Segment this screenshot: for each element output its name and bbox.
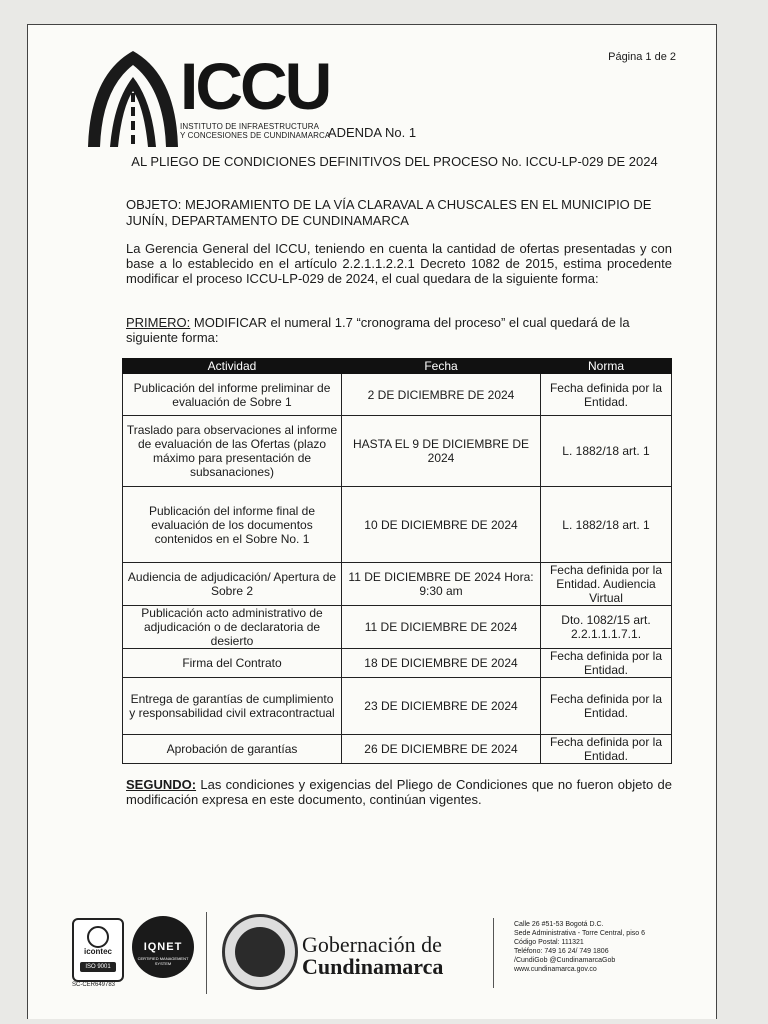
table-header-row (123, 359, 672, 374)
table-row (123, 606, 672, 649)
social-handles[interactable]: /CundiGob @CundinamarcaGob (514, 957, 616, 964)
segundo-section (126, 777, 672, 807)
iso-badge: ISO 9001 (80, 962, 116, 972)
table-cell: Publicación del informe preliminar de evaluación de Sobre 1 (123, 374, 342, 416)
table-row (123, 678, 672, 735)
table-cell: 11 DE DICIEMBRE DE 2024 Hora: 9:30 am (342, 563, 541, 606)
table-cell: 11 DE DICIEMBRE DE 2024 (342, 606, 541, 649)
objeto-text: MEJORAMIENTO DE LA VÍA CLARAVAL A CHUSCALES EN EL MUNICIPIO DE JUNÍN, DEPARTAMENTO DE CUNDINAMARCA (126, 197, 652, 228)
table-cell: Entrega de garantías de cumplimiento y responsabilidad civil extracontractual (123, 678, 342, 735)
table-row (123, 563, 672, 606)
column-header: Fecha (342, 359, 541, 374)
gob-line1: Gobernación de (302, 932, 442, 957)
segundo-text: Las condiciones y exigencias del Pliego de Condiciones que no fueron objeto de modificación expresa en este documento, continúan vigentes. (126, 777, 672, 807)
table-cell: Fecha definida por la Entidad. (541, 374, 672, 416)
table-cell: 2 DE DICIEMBRE DE 2024 (342, 374, 541, 416)
intro-paragraph: La Gerencia General del ICCU, teniendo en cuenta la cantidad de ofertas presentadas y con base a lo establecido en el artículo 2.2.1.1.2.2.1 Decreto 1082 de 2015, estima procedente modificar el proceso ICCU-LP-029 de 2024, el cual quedara de la siguiente forma: (126, 241, 672, 286)
table-cell: 10 DE DICIEMBRE DE 2024 (342, 487, 541, 563)
page-number: Página 1 de 2 (608, 51, 676, 63)
iqnet-label: IQNET (143, 941, 183, 953)
iqnet-sub: CERTIFIED MANAGEMENT SYSTEM (137, 956, 189, 966)
column-header: Actividad (123, 359, 342, 374)
table-row (123, 416, 672, 487)
table-row (123, 735, 672, 764)
page-footer (72, 910, 702, 1000)
gob-line2: Cundinamarca (302, 954, 444, 979)
table-cell: L. 1882/18 art. 1 (541, 416, 672, 487)
table-cell: Fecha definida por la Entidad. (541, 735, 672, 764)
table-cell: L. 1882/18 art. 1 (541, 487, 672, 563)
column-header: Norma (541, 359, 672, 374)
icontec-logo (72, 918, 124, 982)
table-cell: Audiencia de adjudicación/ Apertura de Sobre 2 (123, 563, 342, 606)
table-cell: 23 DE DICIEMBRE DE 2024 (342, 678, 541, 735)
document-subtitle: AL PLIEGO DE CONDICIONES DEFINITIVOS DEL PROCESO No. ICCU-LP-029 DE 2024 (131, 154, 658, 169)
table-cell: Traslado para observaciones al informe de evaluación de las Ofertas (plazo máximo para presentación de subsanaciones) (123, 416, 342, 487)
table-row (123, 374, 672, 416)
table-cell: 26 DE DICIEMBRE DE 2024 (342, 735, 541, 764)
table-cell: Fecha definida por la Entidad. (541, 649, 672, 678)
cundinamarca-seal-icon (222, 914, 298, 990)
document-title: ADENDA No. 1 (327, 125, 417, 140)
table-cell: Publicación acto administrativo de adjudicación o de declaratoria de desierto (123, 606, 342, 649)
certificate-code: SC-CER649783 (72, 982, 116, 988)
footer-divider (493, 918, 494, 988)
table-cell: Fecha definida por la Entidad. Audiencia Virtual (541, 563, 672, 606)
gobernacion-logo (302, 934, 443, 978)
segundo-label: SEGUNDO: (126, 777, 197, 792)
objeto-label: OBJETO: (126, 197, 182, 212)
table-cell: Firma del Contrato (123, 649, 342, 678)
footer-divider (206, 912, 207, 994)
table-cell: 18 DE DICIEMBRE DE 2024 (342, 649, 541, 678)
table-cell: Aprobación de garantías (123, 735, 342, 764)
primero-label: PRIMERO: (126, 315, 191, 330)
table-row (123, 649, 672, 678)
primero-section (126, 315, 672, 345)
document-page (27, 24, 717, 1019)
schedule-table (122, 358, 672, 764)
table-cell: Fecha definida por la Entidad. (541, 678, 672, 735)
primero-text: MODIFICAR el numeral 1.7 “cronograma del proceso” el cual quedará de la siguiente forma: (126, 315, 630, 345)
icontec-ring-icon (87, 926, 109, 948)
icontec-label: icontec (83, 947, 112, 956)
objeto-section (126, 197, 672, 229)
website-link[interactable]: www.cundinamarca.gov.co (514, 966, 597, 973)
table-row (123, 487, 672, 563)
logo-subtitle: INSTITUTO DE INFRAESTRUCTURA Y CONCESIONES DE CUNDINAMARCA (180, 122, 331, 140)
iqnet-logo (132, 916, 194, 978)
logo-wordmark: ICCU (180, 49, 330, 123)
table-cell: Dto. 1082/15 art. 2.2.1.1.1.7.1. (541, 606, 672, 649)
contact-address: Calle 26 #51-53 Bogotá D.C. Sede Administrativa - Torre Central, piso 6 Código Postal: 111321 Teléfono: 749 16 24/ 749 1806 /CundiGob @CundinamarcaGob www.cundinamarca.gov.co (514, 921, 645, 973)
table-cell: HASTA EL 9 DE DICIEMBRE DE 2024 (342, 416, 541, 487)
table-cell: Publicación del informe final de evaluación de los documentos contenidos en el Sobre No. 1 (123, 487, 342, 563)
